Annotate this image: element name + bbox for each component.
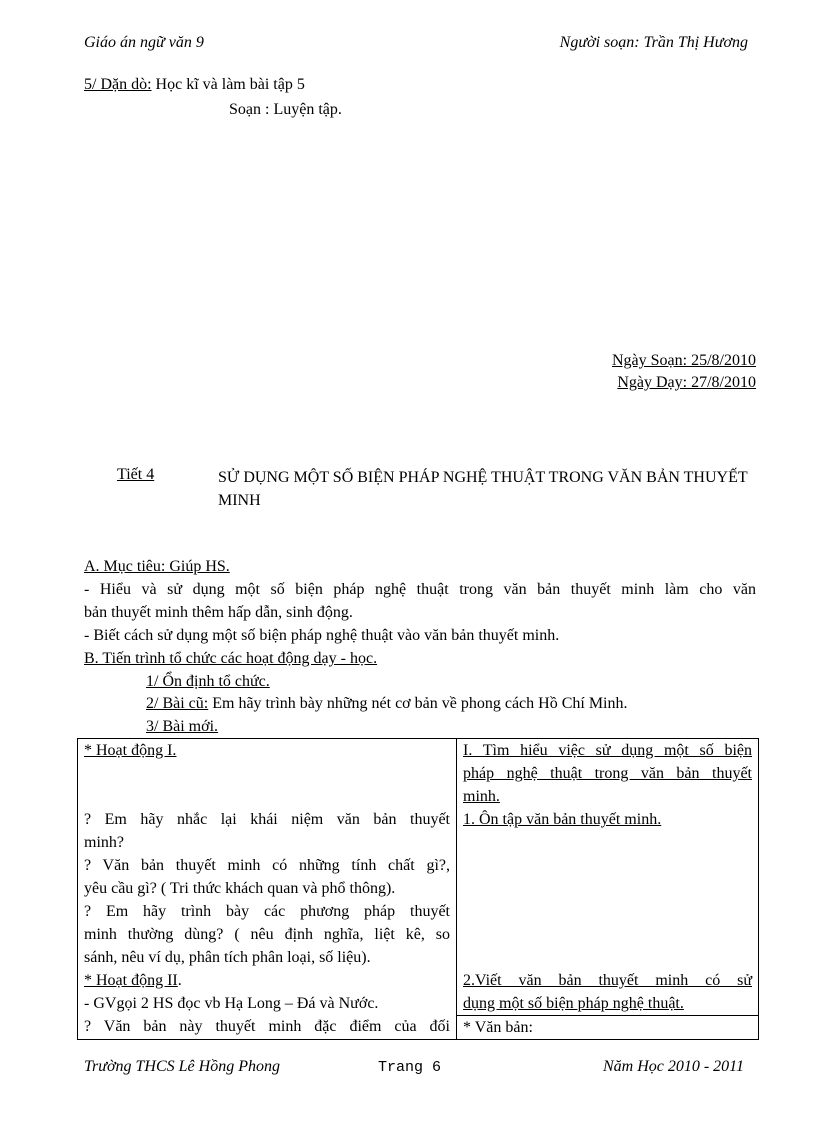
header-author: Người soạn: Trần Thị Hương [559, 34, 748, 51]
question-1b: minh? [84, 834, 124, 851]
footer-school-year: Năm Học 2010 - 2011 [602, 1058, 744, 1075]
lesson-number: Tiết 4 [117, 466, 155, 483]
question-3c: sánh, nêu ví dụ, phân tích phân loại, số liệu). [84, 949, 371, 966]
section-1-title-a: I. Tìm hiểu việc sử dụng một số biện [463, 742, 752, 759]
lesson-table [77, 738, 759, 1040]
question-2a: ? Văn bản thuyết minh có những tính chất gì?, [84, 857, 450, 874]
section-b-heading: B. Tiến trình tổ chức các hoạt động dạy - học. [84, 650, 378, 667]
lesson-title: SỬ DỤNG MỘT SỐ BIỆN PHÁP NGHỆ THUẬT TRONG VĂN BẢN THUYẾT MINH [218, 469, 748, 509]
section-a-line3: - Biết cách sử dụng một số biện pháp nghệ thuật vào văn bản thuyết minh. [84, 627, 560, 644]
section-b-item2-label: 2/ Bài cũ: [146, 695, 209, 712]
section-b-item2-text: Em hãy trình bày những nét cơ bản về phong cách Hồ Chí Minh. [208, 695, 628, 712]
footer-page-number: Trang 6 [378, 1059, 442, 1076]
section-b-item2 [146, 693, 816, 715]
question-1a: ? Em hãy nhắc lại khái niệm văn bản thuyết [84, 811, 450, 828]
section-b-item3: 3/ Bài mới. [146, 718, 219, 735]
header-subject: Giáo án ngữ văn 9 [84, 34, 204, 51]
section-a-line2: bản thuyết minh thêm hấp dẫn, sinh động. [84, 604, 353, 621]
homework-text: Học kĩ và làm bài tập 5 [151, 76, 305, 93]
table-right-cell [457, 739, 759, 1040]
homework-label: 5/ Dặn dò: [84, 76, 152, 93]
homework-line2: Soạn : Luyện tập. [229, 101, 342, 118]
date-taught: Ngày Dạy: 27/8/2010 [617, 374, 756, 391]
section-2-title-a: 2.Viết văn bản thuyết minh có sử [463, 972, 752, 989]
activity-1-heading: * Hoạt động I. [84, 742, 177, 759]
activity-2-dot: . [177, 972, 182, 989]
activity-2-heading: * Hoạt động II [84, 972, 178, 989]
section-1-1: 1. Ôn tập văn bản thuyết minh. [463, 811, 662, 828]
text-label: * Văn bản: [463, 1019, 533, 1036]
section-a-heading: A. Mục tiêu: Giúp HS. [84, 558, 230, 575]
question-3b: minh thường dùng? ( nêu định nghĩa, liệt kê, so [84, 926, 450, 943]
teacher-instruction: - GVgọi 2 HS đọc vb Hạ Long – Đá và Nước. [84, 995, 379, 1012]
question-2b: yêu cầu gì? ( Tri thức khách quan và phổ thông). [84, 880, 396, 897]
table-left-cell [78, 739, 457, 1040]
section-b-item1: 1/ Ổn định tổ chức. [146, 673, 270, 690]
homework-line [84, 76, 305, 94]
date-prepared: Ngày Soạn: 25/8/2010 [612, 352, 756, 369]
section-2-title-b: dụng một số biện pháp nghệ thuật. [463, 995, 684, 1012]
question-3a: ? Em hãy trình bày các phương pháp thuyết [84, 903, 450, 920]
footer-school: Trường THCS Lê Hồng Phong [84, 1058, 280, 1075]
question-4: ? Văn bản này thuyết minh đặc điểm của đối [84, 1018, 450, 1035]
section-a-line1: - Hiểu và sử dụng một số biện pháp nghệ thuật trong văn bản thuyết minh làm cho văn [84, 581, 756, 598]
section-1-title-b: pháp nghệ thuật trong văn bản thuyết [463, 765, 752, 782]
section-1-title-c: minh. [463, 788, 500, 805]
